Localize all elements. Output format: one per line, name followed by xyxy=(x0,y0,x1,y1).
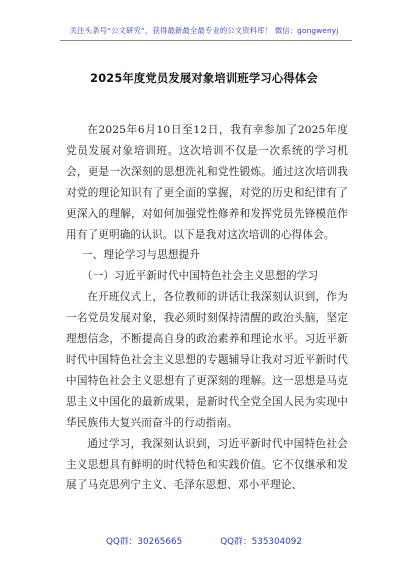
document-body xyxy=(66,120,348,496)
subsection-heading-1: （一）习近平新时代中国特色社会主义思想的学习 xyxy=(81,270,319,283)
document-title: 2025年度党员发展对象培训班学习心得体会 xyxy=(90,72,318,85)
body-paragraph-intro: 在2025年6月10日至12日，我有幸参加了2025年度党员发展对象培训班。这次培训不仅是一次系统的学习机会，更是一次深刻的思想洗礼和党性锻炼。通过这次培训我对党的理论知识有了更全面的掌握，对党的历史和纪律有了更深入的理解，对如何加强党性修养和发挥党员先锋模范作用有了更明确的认识。以下是我对这次培训的心得体会。 xyxy=(66,124,348,241)
body-paragraph-2: 在开班仪式上，各位教师的讲话让我深刻认识到，作为一名党员发展对象，我必须时刻保持清醒的政治头脑，坚定理想信念，不断提高自身的政治素养和理论水平。习近平新时代中国特色社会主义思想的专题辅导让我对习近平新时代中国特色社会主义思想有了更深刻的理解。这一思想是马克思主义中国化的最新成果，是新时代全党全国人民为实现中华民族伟大复兴而奋斗的行动指南。 xyxy=(66,291,348,429)
header-banner: 关注头条号“公文研究”，获得最新最全最专业的公文资料库！ 微信：gongwenyj xyxy=(69,26,339,35)
footer-contact xyxy=(0,534,408,547)
header-divider xyxy=(60,40,352,41)
section-heading-1: 一、理论学习与思想提升 xyxy=(81,249,201,262)
footer-qq-group-2: QQ群：535304092 xyxy=(220,537,303,547)
body-paragraph-3: 通过学习，我深刻认识到，习近平新时代中国特色社会主义思想具有鲜明的时代特色和实践价值。它不仅继承和发展了马克思列宁主义、毛泽东思想、邓小平理论、 xyxy=(66,437,348,492)
footer-qq-group-1: QQ群：30265665 xyxy=(105,537,183,547)
